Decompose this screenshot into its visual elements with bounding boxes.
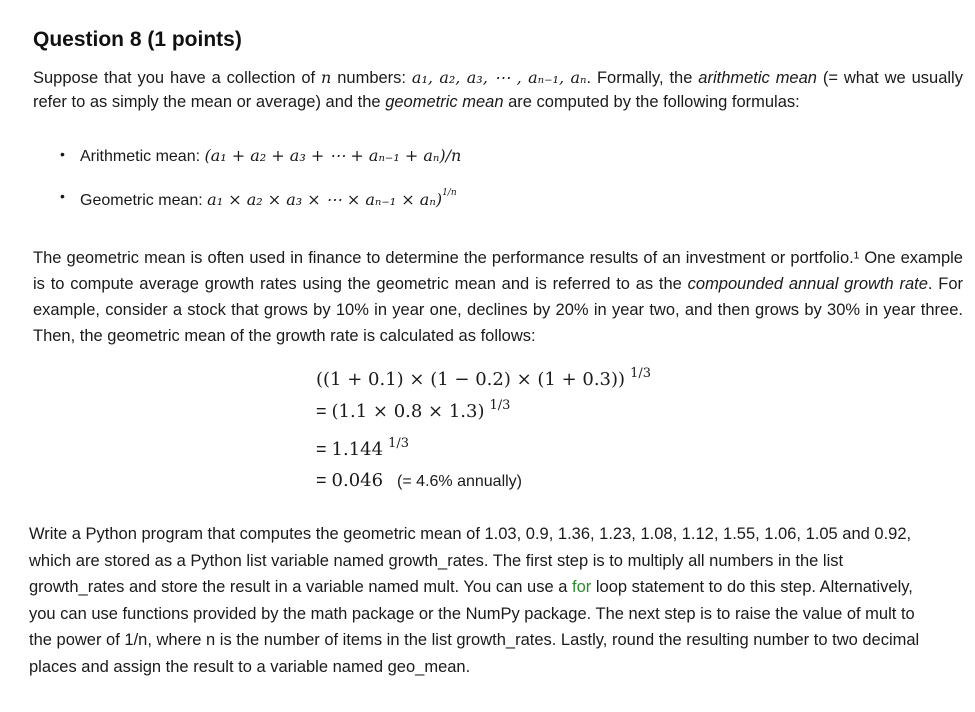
calc-line-3-exp: 1/3 <box>388 436 409 451</box>
calc-line-1-expr: ((1 + 0.1) × (1 − 0.2) × (1 + 0.3)) <box>316 369 626 390</box>
arithmetic-mean-term: arithmetic mean <box>698 69 817 87</box>
task-text-2: loop statement to do this step. Alternatively, you can use functions provided by the math package or the NumPy package. The next step is to raise the value of mult to the power of 1/n, where n is the number of items in the list growth_rates. Lastly, round the resulting number to two decimal places and assign the result to a variable named geo_mean. <box>29 578 920 676</box>
sequence-expression: a₁, a₂, a₃, ⋯ , aₙ₋₁, aₙ <box>411 68 587 87</box>
var-n: n <box>321 68 332 87</box>
task-paragraph <box>29 521 934 680</box>
geometric-exponent: 1/n <box>442 188 457 198</box>
annual-rate-note: (= 4.6% annually) <box>397 473 523 490</box>
calc-line-2-expr: (1.1 × 0.8 × 1.3) <box>331 401 485 422</box>
finance-paragraph <box>33 245 963 349</box>
question-title: Question 8 (1 points) <box>33 28 242 51</box>
calc-line-1 <box>316 366 651 390</box>
intro-text-1: Suppose that you have a collection of <box>33 69 322 87</box>
bullet-dot-icon: • <box>60 146 65 162</box>
task-text-1: Write a Python program that computes the geometric mean of 1.03, 0.9, 1.36, 1.23, 1.08, 1.12, 1.55, 1.06, 1.05 and 0.92, which are stored as a Python list variable named growth_rates. The first step is to multiply all numbers in the list growth_rates and store the result in a variable named mult. You can use a <box>29 525 912 596</box>
calc-line-2 <box>316 398 510 422</box>
calc-line-4 <box>316 470 522 491</box>
intro-paragraph <box>33 66 963 114</box>
arithmetic-label: Arithmetic mean: <box>80 148 205 165</box>
geometric-label: Geometric mean: <box>80 192 208 209</box>
equals-sign: = <box>316 401 332 421</box>
geometric-formula: a₁ × a₂ × a₃ × ⋯ × aₙ₋₁ × aₙ) <box>207 190 443 209</box>
intro-text-3: . Formally, the <box>586 69 699 87</box>
for-keyword: for <box>572 578 592 596</box>
calc-line-1-exp: 1/3 <box>630 366 651 381</box>
formula-item-geometric <box>60 188 975 210</box>
calc-line-3-expr: 1.144 <box>331 439 384 460</box>
bullet-dot-icon: • <box>60 188 65 204</box>
formula-item-arithmetic <box>60 146 975 166</box>
intro-text-5: are computed by the following formulas: <box>503 92 800 111</box>
cagr-term: compounded annual growth rate <box>687 275 928 293</box>
calc-line-3 <box>316 436 409 460</box>
finance-text-2: . For example, consider a stock that grows by 10% in year one, declines by 20% in year two, and then grows by 30% in year three. Then, the geometric mean of the growth rate is calculated as follows: <box>33 275 963 345</box>
geometric-mean-term: geometric mean <box>385 92 504 111</box>
arithmetic-formula: (a₁ + a₂ + a₃ + ⋯ + aₙ₋₁ + aₙ)/n <box>204 146 462 165</box>
intro-text-4: (= what we usually refer to as simply the mean or average) and the <box>33 69 963 111</box>
calc-line-2-exp: 1/3 <box>489 398 511 413</box>
equals-sign: = <box>316 439 332 459</box>
finance-text-1: The geometric mean is often used in finance to determine the performance results of an investment or portfolio.¹ One example is to compute average growth rates using the geometric mean and is referred to as the <box>33 249 963 293</box>
equals-sign: = <box>316 470 332 490</box>
calc-line-4-expr: 0.046 <box>331 470 384 491</box>
intro-text-2: numbers: <box>331 69 412 87</box>
